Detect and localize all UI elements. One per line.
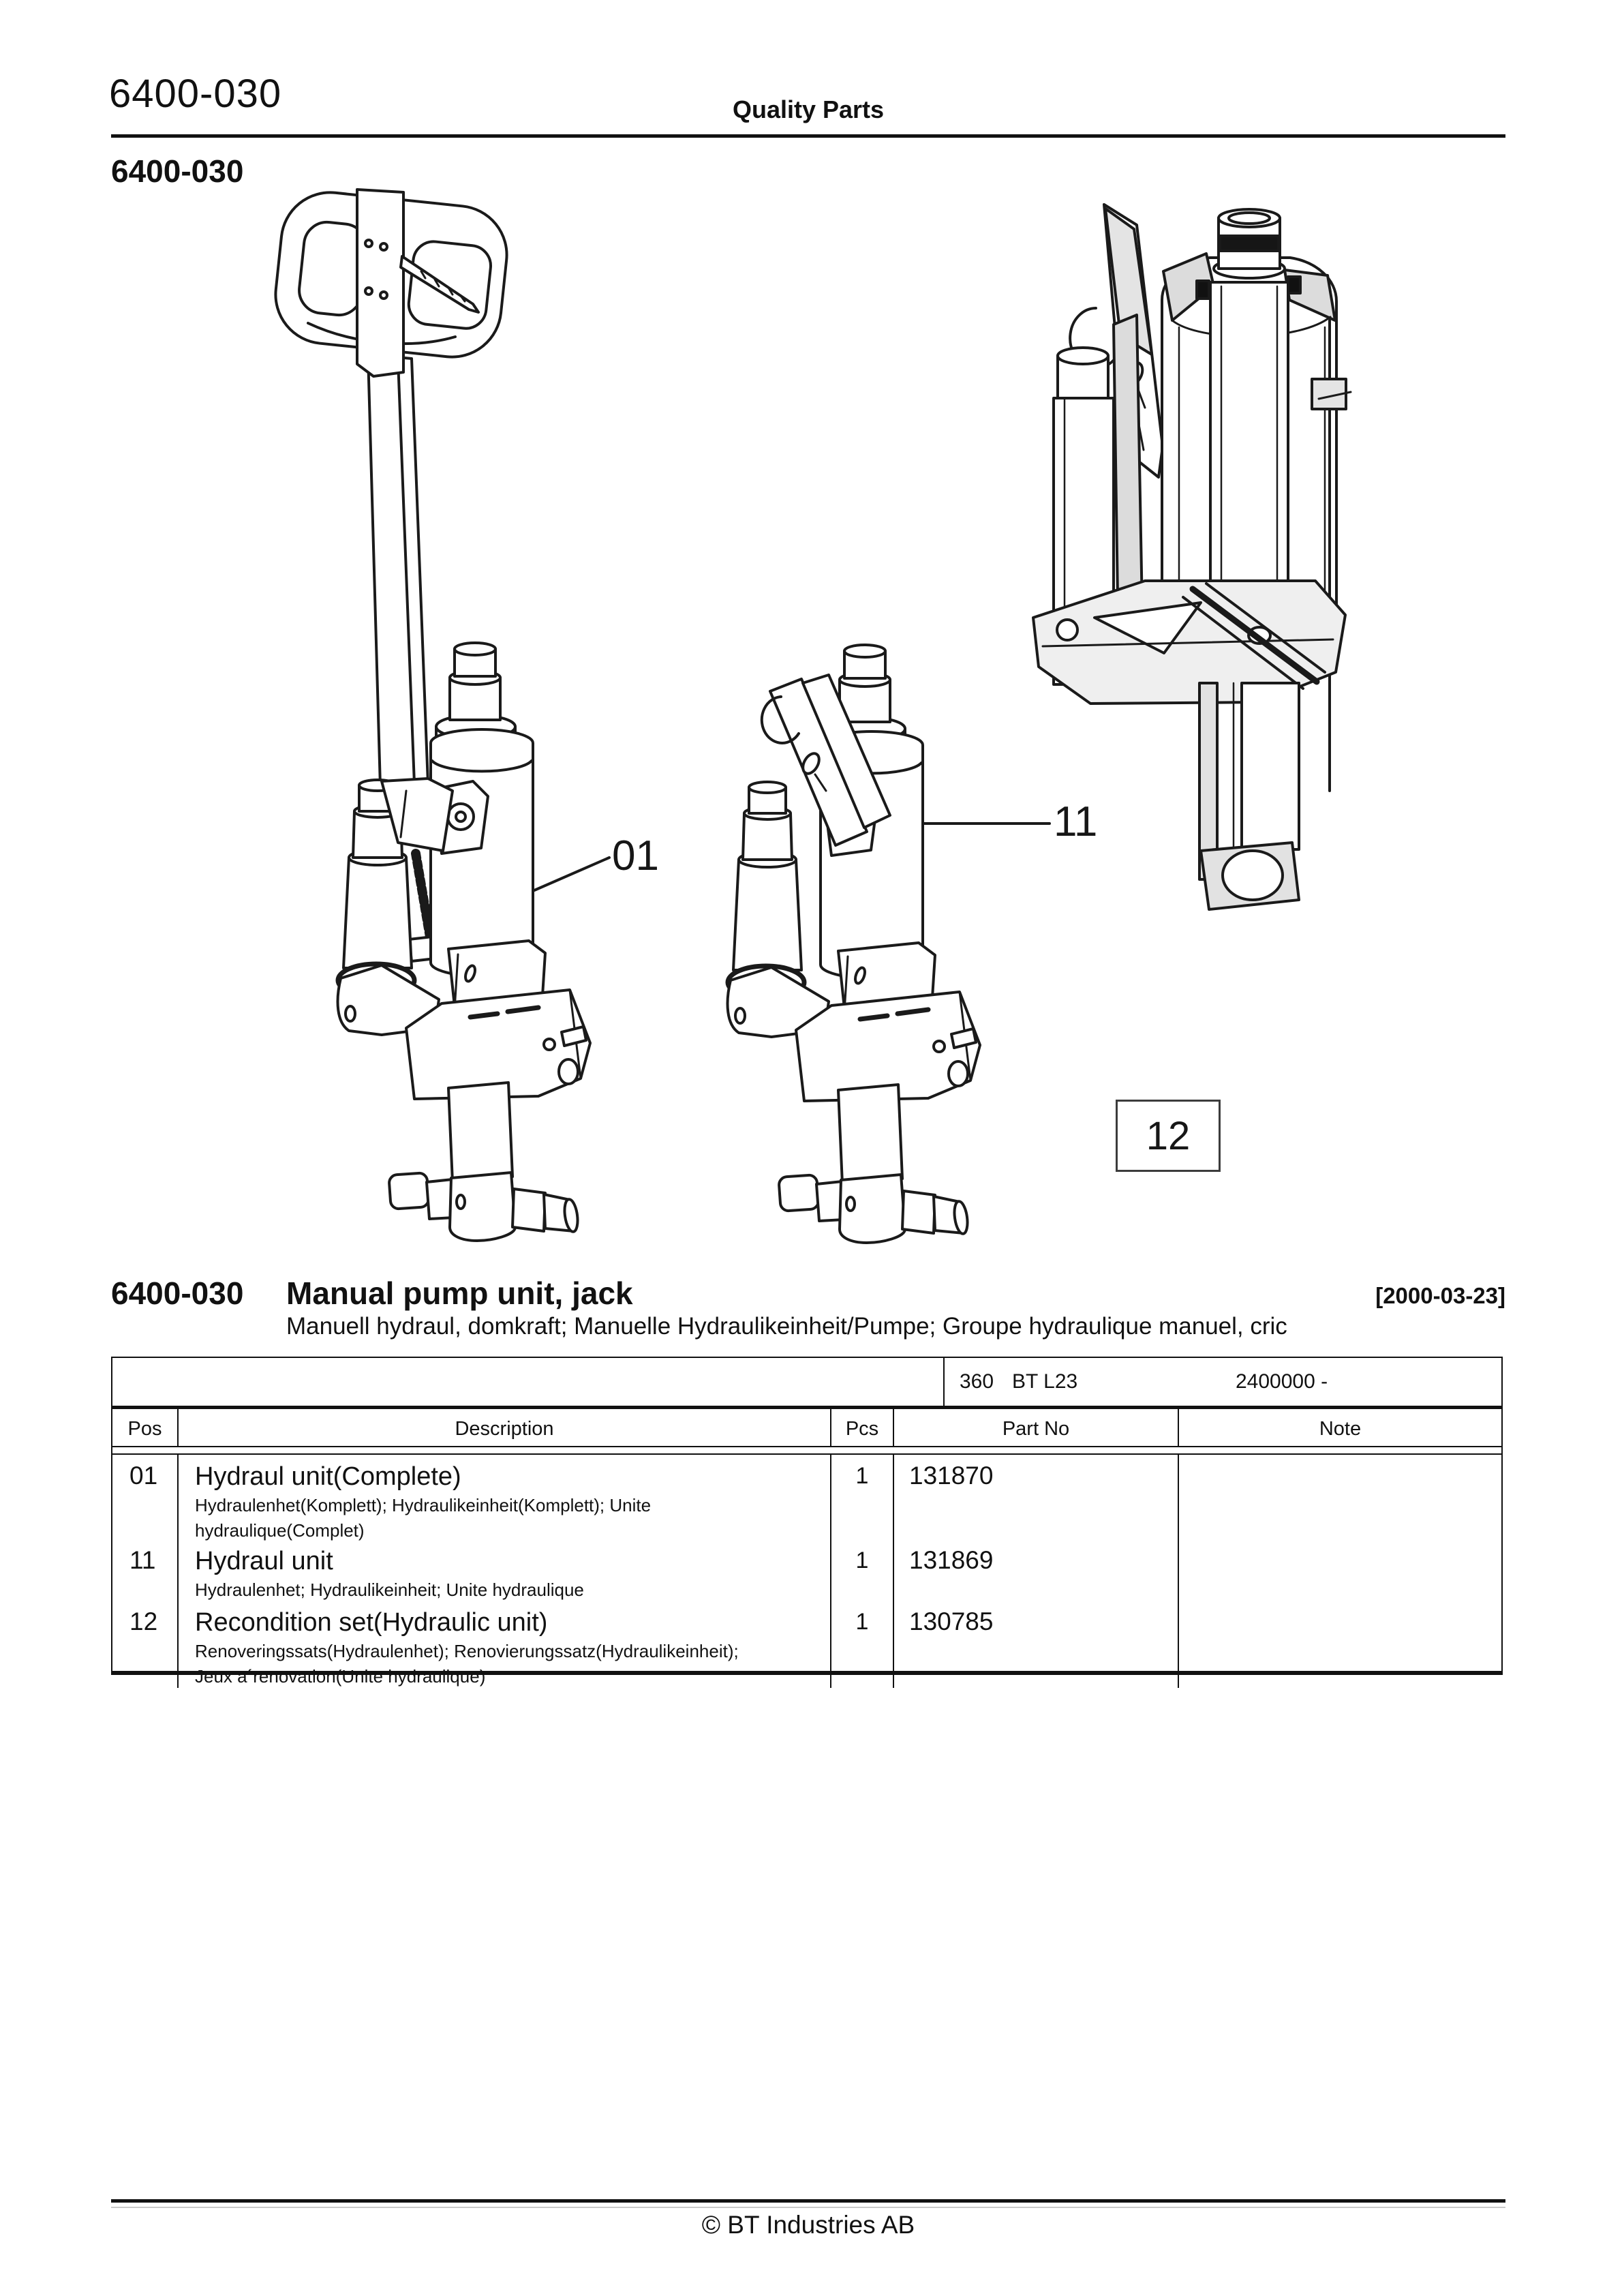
- footer-rule: [111, 2199, 1505, 2203]
- description-sub: Hydraulenhet(Komplett); Hydraulikeinheit(Komplett); Unite: [195, 1495, 652, 1515]
- cell-partno: 131869: [894, 1539, 1179, 1601]
- callout-01: 01: [612, 832, 659, 879]
- doc-number: 6400-030: [109, 72, 282, 116]
- table-info-row: [112, 1358, 1501, 1406]
- description-sub: Hydraulenhet; Hydraulikeinheit; Unite hydraulique: [195, 1580, 584, 1600]
- page-title: Quality Parts: [732, 95, 885, 123]
- cell-partno: 131870: [894, 1455, 1179, 1539]
- description-sub: hydraulique(Complet): [195, 1520, 365, 1541]
- description-sub: Renoveringssats(Hydraulenhet); Renovierungssatz(Hydraulikeinheit);: [195, 1641, 739, 1661]
- description-main: Recondition set(Hydraulic unit): [195, 1608, 548, 1637]
- drawing-pump-complete: [271, 187, 609, 1241]
- model-code: 360: [960, 1370, 994, 1393]
- leader-line-01: [534, 858, 609, 890]
- cell-description: [179, 1455, 831, 1539]
- section-date: [2000-03-23]: [1375, 1283, 1505, 1308]
- description-main: Hydraul unit(Complete): [195, 1462, 461, 1491]
- section-number: 6400-030: [111, 153, 244, 189]
- info-divider: [943, 1358, 945, 1406]
- table-body: [112, 1455, 1501, 1688]
- cell-partno: 130785: [894, 1601, 1179, 1688]
- cell-note: [1179, 1601, 1501, 1688]
- col-header-partno: Part No: [894, 1409, 1179, 1446]
- col-header-pcs: Pcs: [831, 1409, 894, 1446]
- cell-note: [1179, 1455, 1501, 1539]
- header-rule: [111, 134, 1505, 138]
- table-separator-double: [112, 1446, 1501, 1455]
- drawing-hydraul-unit: [728, 645, 1050, 1243]
- table-row: [112, 1601, 1501, 1688]
- cell-note: [1179, 1539, 1501, 1601]
- description-main: Hydraul unit: [195, 1547, 333, 1575]
- cell-pos: 01: [112, 1455, 179, 1539]
- footer-rule-thin: [111, 2207, 1505, 2208]
- cell-description: [179, 1539, 831, 1601]
- callout-11: 11: [1054, 798, 1098, 845]
- table-row: [112, 1539, 1501, 1601]
- col-header-note: Note: [1319, 1418, 1362, 1440]
- model-name: BT L23: [1012, 1370, 1078, 1393]
- cell-description: [179, 1601, 831, 1688]
- cell-pcs: 1: [831, 1455, 894, 1539]
- footer-copyright: © BT Industries AB: [701, 2211, 915, 2239]
- cell-pos: 12: [112, 1601, 179, 1688]
- parts-table: [111, 1357, 1503, 1687]
- section-title: Manual pump unit, jack: [286, 1275, 633, 1311]
- cell-pos: 11: [112, 1539, 179, 1601]
- cell-pcs: 1: [831, 1539, 894, 1601]
- callout-12: 12: [1146, 1113, 1191, 1158]
- description-sub: Jeux a´renovation(Unite hydraulique): [195, 1666, 486, 1687]
- table-row: [112, 1455, 1501, 1539]
- serial-range: 2400000 -: [1236, 1370, 1328, 1393]
- col-header-description: Description: [179, 1409, 831, 1446]
- cell-pcs: 1: [831, 1601, 894, 1688]
- table-header-row: [112, 1409, 1501, 1446]
- section-subtitle: Manuell hydraul, domkraft; Manuelle Hydraulikeinheit/Pumpe; Groupe hydraulique manuel, cric: [286, 1313, 1287, 1340]
- callout-box-12: [1116, 1100, 1221, 1172]
- pump-unit: [338, 643, 590, 1241]
- section-title-number: 6400-030: [111, 1275, 244, 1311]
- col-header-pos: Pos: [112, 1409, 179, 1446]
